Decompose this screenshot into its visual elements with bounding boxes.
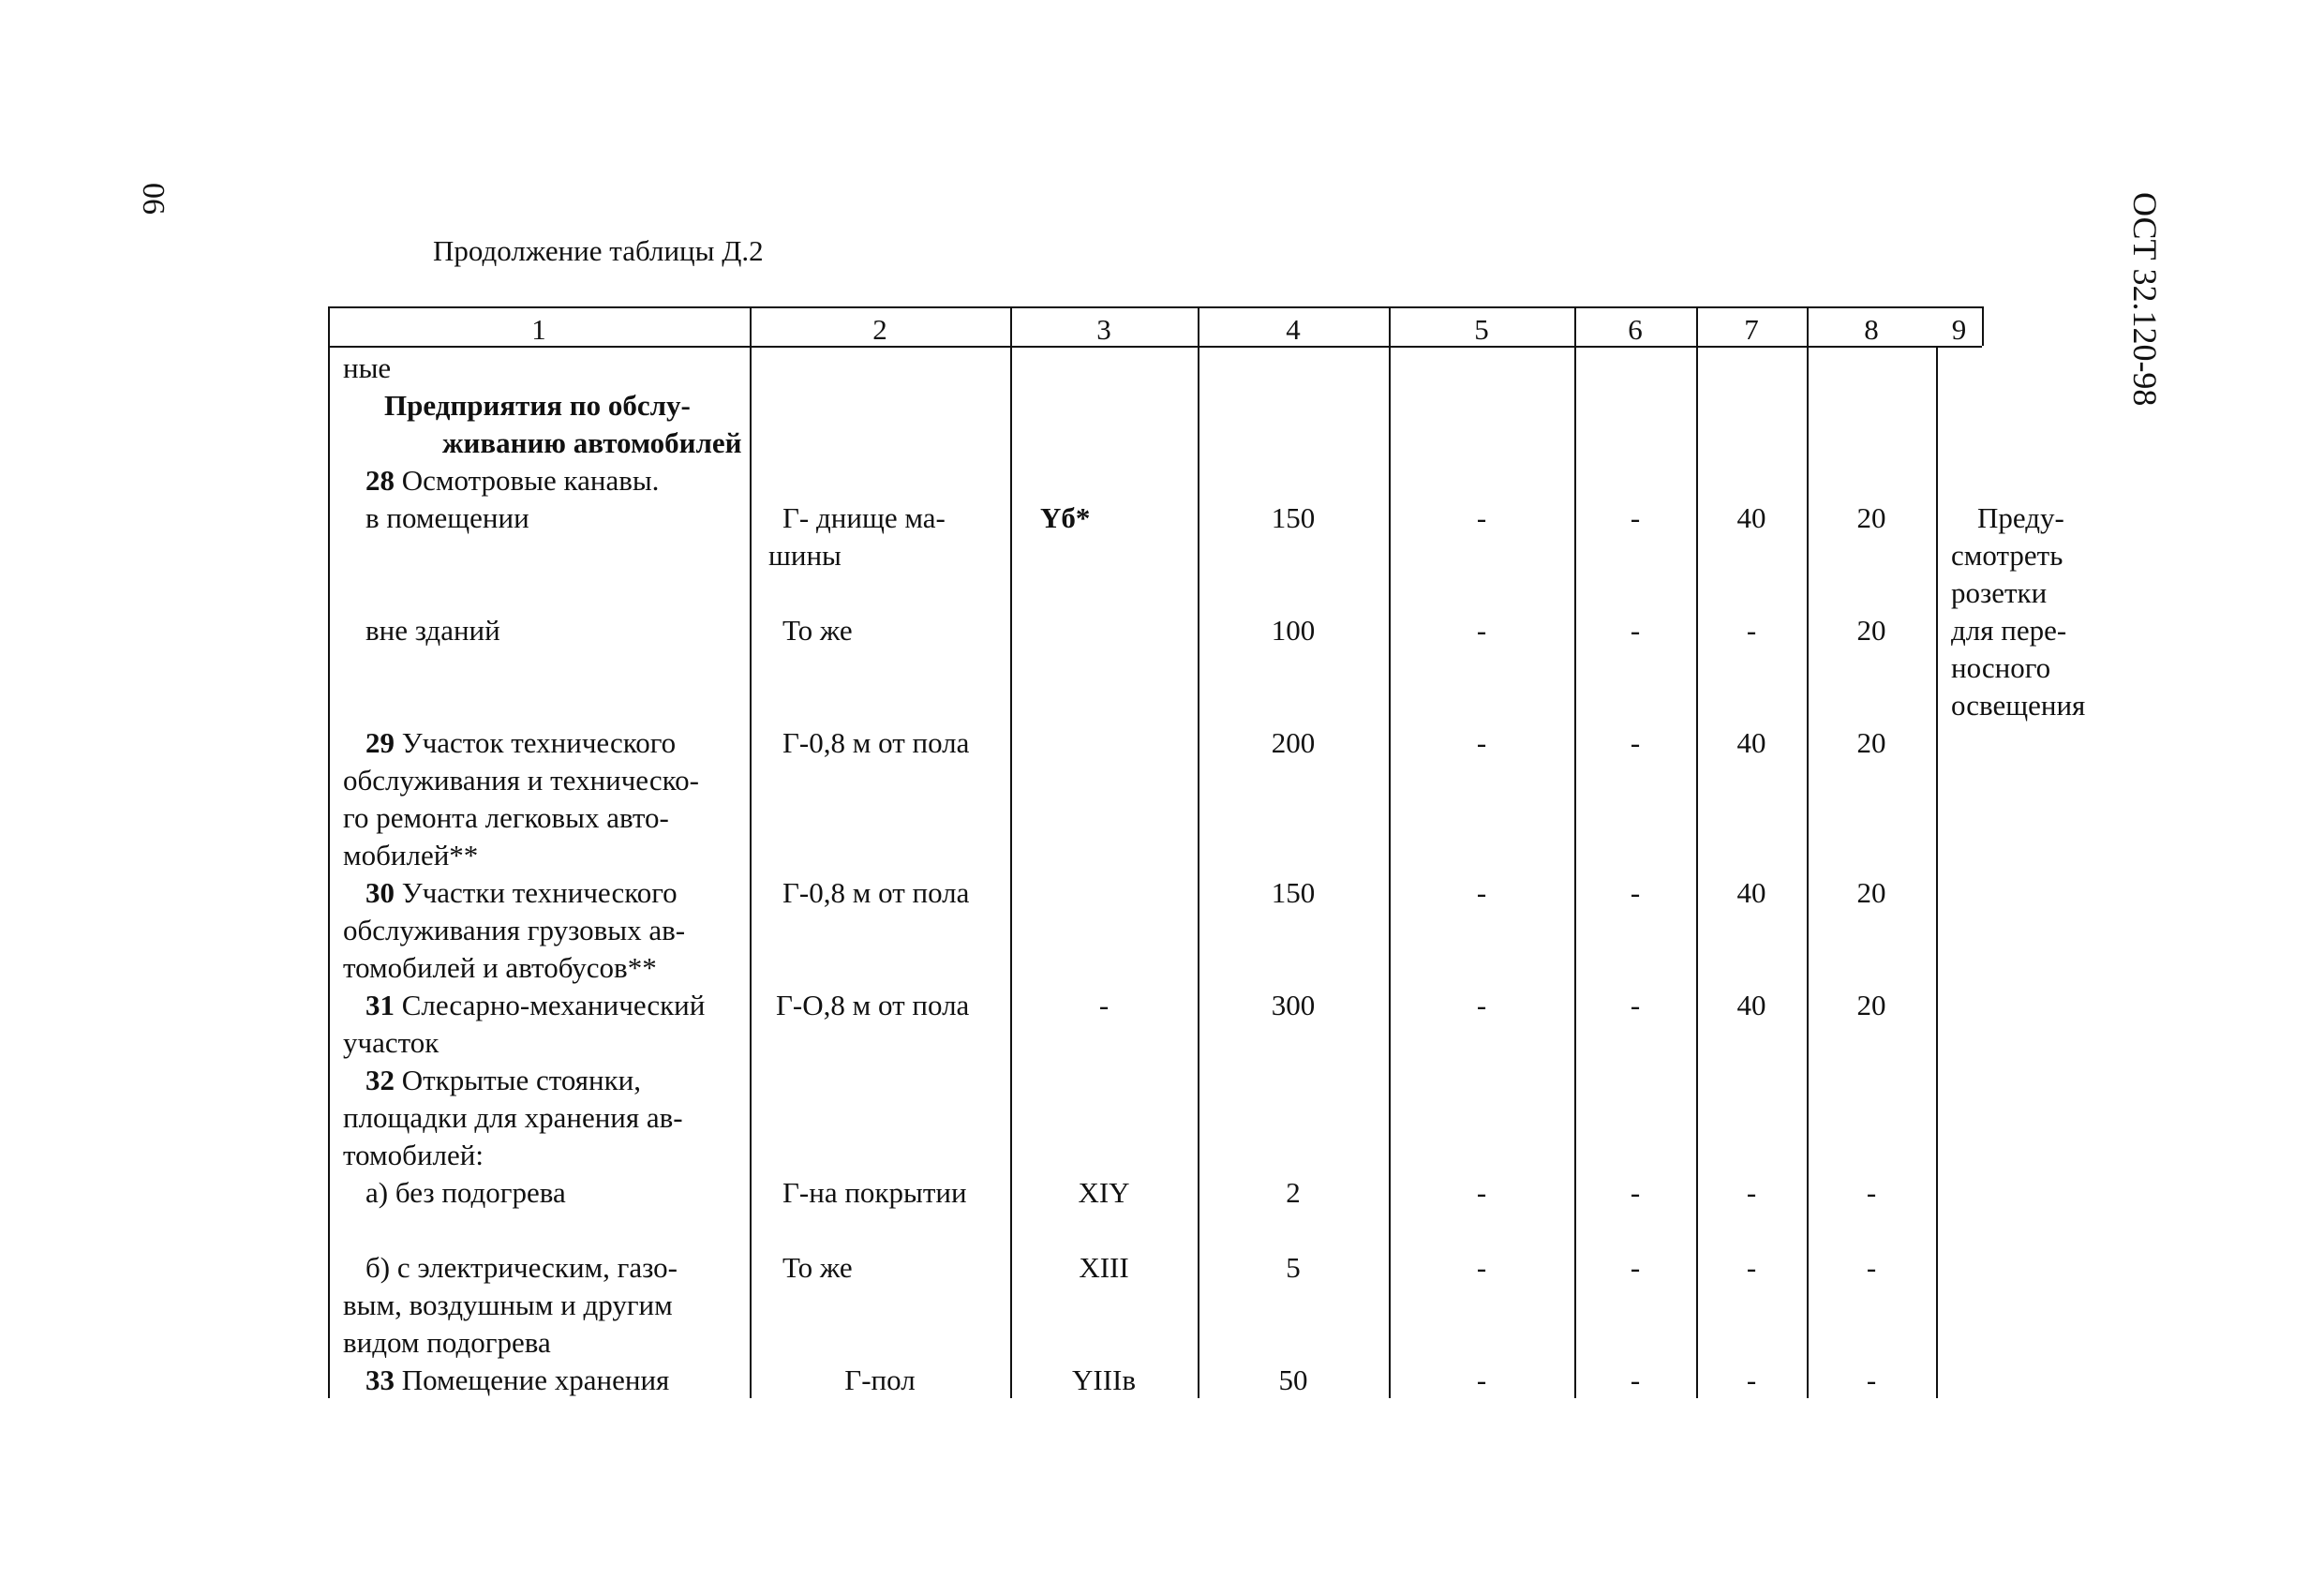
row-number: 28 — [365, 464, 395, 497]
illuminance-value: 300 — [1271, 989, 1316, 1021]
column-border — [1807, 306, 1809, 1398]
row-name-line: площадки для хранения ав- — [343, 1101, 683, 1134]
cell-value: - — [1476, 501, 1487, 534]
row-name-line: Слесарно-механический — [401, 989, 706, 1021]
visual-category: Yб* — [1040, 501, 1091, 534]
column-header: 1 — [531, 313, 546, 346]
row-name-line: Участок технического — [401, 726, 677, 759]
row-title — [365, 462, 659, 499]
cell-value: - — [1476, 1176, 1487, 1209]
cell-value: - — [1746, 1176, 1757, 1209]
row-title — [365, 724, 676, 762]
note-line: смотреть — [1951, 539, 2063, 572]
note-line: для пере- — [1951, 614, 2067, 647]
lighting-plane-line: Г- днище ма- — [782, 501, 946, 534]
row-name-line: го ремонта легковых авто- — [343, 801, 669, 834]
row-title — [365, 874, 678, 912]
subrow-name: б) с электрическим, газо- — [365, 1251, 678, 1284]
cell-value: 20 — [1856, 501, 1886, 534]
column-header: 4 — [1286, 313, 1301, 346]
subrow-name: в помещении — [365, 501, 529, 534]
cell-value: - — [1746, 614, 1757, 647]
cell-value: - — [1630, 501, 1641, 534]
row-name-line: томобилей: — [343, 1139, 484, 1171]
cell-value: - — [1630, 726, 1641, 759]
note-line: освещения — [1951, 689, 2086, 722]
row-number: 31 — [365, 989, 395, 1021]
column-border — [1198, 306, 1199, 1398]
column-border — [1574, 306, 1576, 1398]
cell-value: - — [1866, 1176, 1877, 1209]
data-table — [328, 306, 2086, 1398]
illuminance-value: 5 — [1286, 1251, 1301, 1284]
table-right-border — [1982, 306, 1984, 346]
column-border — [750, 306, 752, 1398]
row-name-line: томобилей и автобусов** — [343, 951, 657, 984]
cell-value: - — [1630, 1176, 1641, 1209]
section-title-line: Предприятия по обслу- — [384, 389, 691, 422]
column-header: 9 — [1951, 313, 1967, 346]
cell-value: - — [1630, 989, 1641, 1021]
lighting-plane-line: То же — [782, 1251, 853, 1284]
lighting-plane-line: Г-пол — [844, 1363, 916, 1396]
visual-category: XIY — [1078, 1176, 1130, 1209]
note-line: розетки — [1951, 576, 2048, 609]
row-name-line: участок — [343, 1026, 439, 1059]
row-name-line: Осмотровые канавы. — [401, 464, 660, 497]
table-top-border — [328, 306, 1982, 308]
column-header: 8 — [1864, 313, 1879, 346]
cell-value: - — [1866, 1251, 1877, 1284]
column-header: 7 — [1744, 313, 1759, 346]
document-code: ОСТ 32.120-98 — [2126, 192, 2164, 407]
column-border — [1010, 306, 1012, 1398]
row-title — [365, 987, 705, 1024]
subrow-name: а) без подогрева — [365, 1176, 566, 1209]
visual-category: YIIIв — [1072, 1363, 1136, 1396]
row-number: 30 — [365, 876, 395, 909]
cell-value: - — [1630, 614, 1641, 647]
cell-value: - — [1866, 1363, 1877, 1396]
row-number: 33 — [365, 1363, 395, 1396]
cell-value: - — [1476, 614, 1487, 647]
note-line: носного — [1951, 651, 2051, 684]
illuminance-value: 200 — [1271, 726, 1316, 759]
cell-value: 20 — [1856, 876, 1886, 909]
lighting-plane-line: Г-0,8 м от пола — [782, 876, 970, 909]
cell-value: - — [1630, 876, 1641, 909]
cell-value: - — [1746, 1251, 1757, 1284]
cell-value: - — [1476, 1363, 1487, 1396]
column-border — [1696, 306, 1698, 1398]
leading-fragment: ные — [343, 351, 392, 384]
illuminance-value: 50 — [1278, 1363, 1308, 1396]
row-name-line: обслуживания грузовых ав- — [343, 914, 686, 946]
visual-category: - — [1098, 989, 1110, 1021]
row-name-line: Помещение хранения — [401, 1363, 670, 1396]
row-name-line: Участки технического — [401, 876, 678, 909]
column-header: 3 — [1096, 313, 1111, 346]
lighting-plane-line: Г-О,8 м от пола — [776, 989, 970, 1021]
row-number: 29 — [365, 726, 395, 759]
cell-value: - — [1476, 876, 1487, 909]
row-name-line: мобилей** — [343, 839, 479, 871]
cell-value: 20 — [1856, 726, 1886, 759]
cell-value: 40 — [1736, 876, 1766, 909]
column-border — [1936, 346, 1938, 1398]
visual-category: XIII — [1079, 1251, 1129, 1284]
cell-value: 20 — [1856, 989, 1886, 1021]
row-name-line: обслуживания и техническо- — [343, 764, 699, 797]
illuminance-value: 2 — [1286, 1176, 1301, 1209]
column-border — [328, 306, 330, 1398]
column-header: 5 — [1474, 313, 1489, 346]
lighting-plane-line: Г-0,8 м от пола — [782, 726, 970, 759]
cell-value: - — [1630, 1363, 1641, 1396]
illuminance-value: 150 — [1271, 876, 1316, 909]
column-header: 2 — [872, 313, 887, 346]
header-bottom-border — [328, 346, 1982, 348]
illuminance-value: 150 — [1271, 501, 1316, 534]
cell-value: - — [1476, 726, 1487, 759]
row-title — [365, 1362, 669, 1399]
row-number: 32 — [365, 1064, 395, 1096]
table-caption: Продолжение таблицы Д.2 — [433, 234, 764, 267]
cell-value: - — [1476, 989, 1487, 1021]
cell-value: 20 — [1856, 614, 1886, 647]
cell-value: - — [1746, 1363, 1757, 1396]
page-number: 06 — [136, 183, 171, 215]
lighting-plane-line: Г-на покрытии — [782, 1176, 967, 1209]
cell-value: 40 — [1736, 726, 1766, 759]
lighting-plane-line: шины — [768, 539, 842, 572]
lighting-plane-line: То же — [782, 614, 853, 647]
illuminance-value: 100 — [1271, 614, 1316, 647]
cell-value: 40 — [1736, 501, 1766, 534]
row-title — [365, 1062, 641, 1099]
cell-value: 40 — [1736, 989, 1766, 1021]
column-header: 6 — [1628, 313, 1643, 346]
section-title-line: живанию автомобилей — [442, 426, 742, 459]
cell-value: - — [1630, 1251, 1641, 1284]
column-border — [1389, 306, 1391, 1398]
cell-value: - — [1476, 1251, 1487, 1284]
subrow-name: вне зданий — [365, 614, 500, 647]
subrow-name: видом подогрева — [343, 1326, 551, 1359]
row-name-line: Открытые стоянки, — [401, 1064, 642, 1096]
subrow-name: вым, воздушным и другим — [343, 1289, 673, 1321]
note-line: Преду- — [1977, 501, 2064, 534]
